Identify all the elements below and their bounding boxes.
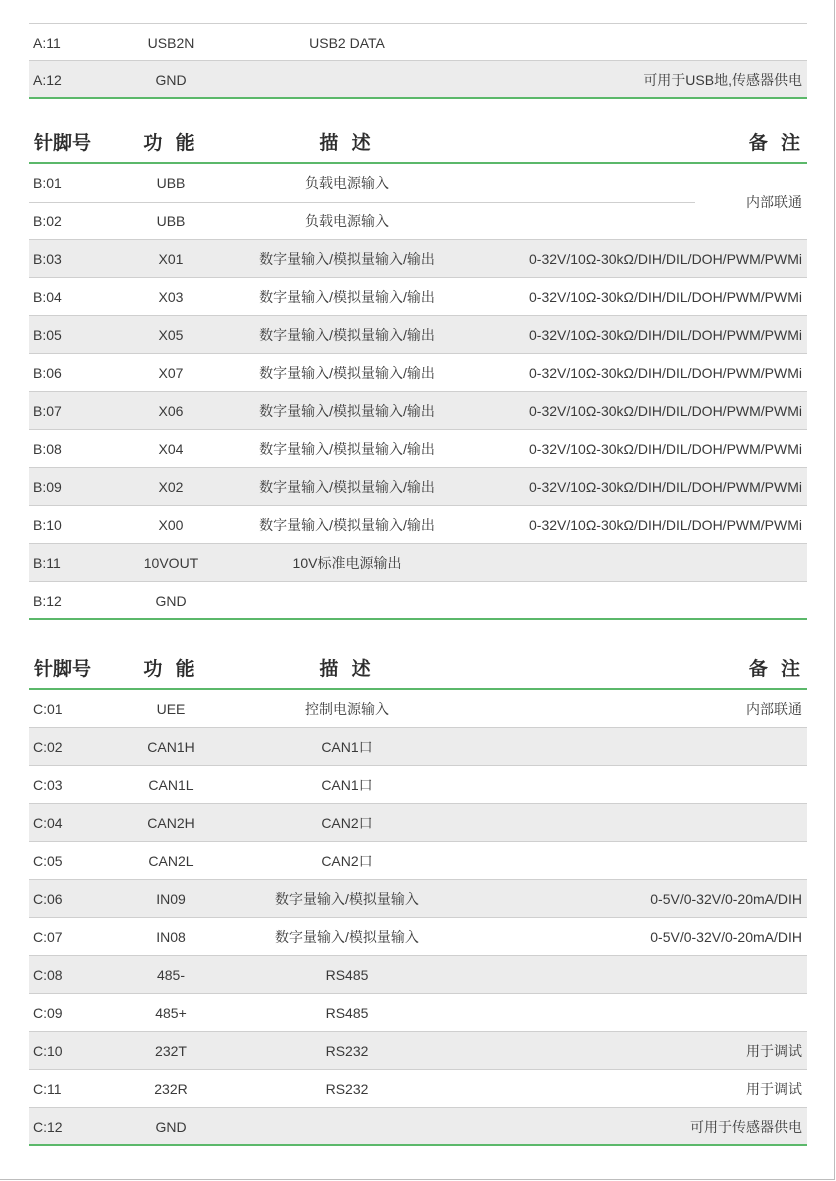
description-cell: RS232 — [325, 1081, 369, 1097]
pin-cell: C:03 — [33, 777, 63, 793]
description-cell: CAN2口 — [321, 853, 373, 869]
function-cell: GND — [155, 1119, 187, 1135]
function-cell: IN09 — [156, 891, 186, 907]
header-note: 备 注 — [748, 133, 804, 154]
description-cell: 数字量输入/模拟量输入/输出 — [259, 327, 435, 343]
function-cell: X04 — [158, 441, 184, 457]
note-cell: 0-32V/10Ω-30kΩ/DIH/DIL/DOH/PWM/PWMi — [529, 441, 802, 457]
note-cell: 0-32V/10Ω-30kΩ/DIH/DIL/DOH/PWM/PWMi — [529, 403, 802, 419]
note-cell: 可用于传感器供电 — [690, 1119, 802, 1135]
table-row — [29, 23, 807, 61]
table-row — [29, 164, 807, 202]
pin-cell: B:07 — [33, 403, 62, 419]
pin-cell: B:10 — [33, 517, 62, 533]
function-cell: CAN1L — [148, 777, 194, 793]
table-row — [29, 1032, 807, 1070]
description-cell: 数字量输入/模拟量输入 — [275, 891, 419, 907]
table-row — [29, 202, 807, 240]
function-cell: CAN1H — [147, 739, 195, 755]
description-cell: 数字量输入/模拟量输入 — [275, 929, 419, 945]
note-cell: 0-32V/10Ω-30kΩ/DIH/DIL/DOH/PWM/PWMi — [529, 479, 802, 495]
pin-cell: B:09 — [33, 479, 62, 495]
note-cell: 用于调试 — [746, 1081, 802, 1097]
table-row — [29, 316, 807, 354]
function-cell: 232R — [154, 1081, 188, 1097]
table-row — [29, 240, 807, 278]
pin-cell: C:05 — [33, 853, 63, 869]
pin-cell: C:02 — [33, 739, 63, 755]
pin-cell: B:06 — [33, 365, 62, 381]
pin-cell: B:12 — [33, 593, 62, 609]
description-cell: CAN2口 — [321, 815, 373, 831]
function-cell: UBB — [156, 175, 186, 191]
pin-cell: C:11 — [33, 1081, 62, 1097]
pin-cell: B:03 — [33, 251, 62, 267]
pin-table-c — [29, 650, 807, 1146]
note-cell: 0-5V/0-32V/0-20mA/DIH — [650, 891, 802, 907]
pin-cell: C:04 — [33, 815, 63, 831]
table-header — [29, 124, 807, 164]
note-cell: 0-5V/0-32V/0-20mA/DIH — [650, 929, 802, 945]
table-row — [29, 468, 807, 506]
description-cell: 负载电源输入 — [305, 213, 389, 229]
pin-cell: B:02 — [33, 213, 62, 229]
description-cell: 控制电源输入 — [305, 701, 389, 717]
pin-cell: C:09 — [33, 1005, 63, 1021]
description-cell: CAN1口 — [321, 777, 373, 793]
description-cell: 数字量输入/模拟量输入/输出 — [259, 365, 435, 381]
pin-cell: A:12 — [33, 72, 62, 88]
table-row — [29, 1108, 807, 1146]
pin-cell: A:11 — [33, 35, 61, 51]
table-row — [29, 842, 807, 880]
pin-table-a — [29, 23, 807, 99]
function-cell: X02 — [158, 479, 184, 495]
table-row — [29, 354, 807, 392]
pin-cell: B:04 — [33, 289, 62, 305]
table-row — [29, 690, 807, 728]
note-cell: 0-32V/10Ω-30kΩ/DIH/DIL/DOH/PWM/PWMi — [529, 289, 802, 305]
merged-rows-b — [29, 164, 807, 240]
function-cell: X07 — [158, 365, 184, 381]
table-row — [29, 880, 807, 918]
function-cell: 10VOUT — [143, 555, 199, 571]
pin-cell: C:06 — [33, 891, 63, 907]
note-cell: 0-32V/10Ω-30kΩ/DIH/DIL/DOH/PWM/PWMi — [529, 365, 802, 381]
description-cell: RS485 — [325, 967, 369, 983]
pin-cell: C:01 — [33, 701, 63, 717]
description-cell: RS485 — [325, 1005, 369, 1021]
note-cell: 可用于USB地,传感器供电 — [643, 72, 802, 88]
header-pin: 针脚号 — [34, 659, 92, 680]
description-cell: 数字量输入/模拟量输入/输出 — [259, 289, 435, 305]
function-cell: X01 — [158, 251, 184, 267]
description-cell: 10V标准电源输出 — [292, 555, 402, 571]
function-cell: CAN2H — [147, 815, 195, 831]
function-cell: X00 — [158, 517, 184, 533]
function-cell: X06 — [158, 403, 184, 419]
description-cell: USB2 DATA — [309, 35, 385, 51]
table-row — [29, 278, 807, 316]
table-row — [29, 728, 807, 766]
pin-cell: B:11 — [33, 555, 61, 571]
table-row — [29, 61, 807, 99]
function-cell: USB2N — [147, 35, 195, 51]
header-description: 描 述 — [319, 133, 375, 154]
description-cell: 数字量输入/模拟量输入/输出 — [259, 441, 435, 457]
table-row — [29, 506, 807, 544]
pin-cell: C:12 — [33, 1119, 63, 1135]
pin-cell: C:08 — [33, 967, 63, 983]
function-cell: 485- — [156, 967, 186, 983]
function-cell: 485+ — [155, 1005, 187, 1021]
function-cell: 232T — [155, 1043, 187, 1059]
pin-cell: B:08 — [33, 441, 62, 457]
table-header — [29, 650, 807, 690]
header-note: 备 注 — [748, 659, 804, 680]
pin-cell: C:07 — [33, 929, 63, 945]
note-cell: 0-32V/10Ω-30kΩ/DIH/DIL/DOH/PWM/PWMi — [529, 251, 802, 267]
header-function: 功 能 — [143, 133, 199, 154]
function-cell: X05 — [158, 327, 184, 343]
table-row — [29, 766, 807, 804]
description-cell: CAN1口 — [321, 739, 373, 755]
header-function: 功 能 — [143, 659, 199, 680]
note-cell: 内部联通 — [746, 701, 802, 717]
header-pin: 针脚号 — [34, 133, 92, 154]
function-cell: X03 — [158, 289, 184, 305]
function-cell: UBB — [156, 213, 186, 229]
function-cell: IN08 — [156, 929, 186, 945]
description-cell: RS232 — [325, 1043, 369, 1059]
table-row — [29, 1070, 807, 1108]
function-cell: CAN2L — [148, 853, 194, 869]
merged-note-cell: 内部联通 — [746, 194, 802, 210]
description-cell: 数字量输入/模拟量输入/输出 — [259, 403, 435, 419]
table-row — [29, 544, 807, 582]
table-row — [29, 918, 807, 956]
note-cell: 0-32V/10Ω-30kΩ/DIH/DIL/DOH/PWM/PWMi — [529, 327, 802, 343]
description-cell: 数字量输入/模拟量输入/输出 — [259, 517, 435, 533]
pin-table-b — [29, 124, 807, 620]
note-cell: 0-32V/10Ω-30kΩ/DIH/DIL/DOH/PWM/PWMi — [529, 517, 802, 533]
description-cell: 数字量输入/模拟量输入/输出 — [259, 479, 435, 495]
function-cell: GND — [155, 593, 187, 609]
pin-cell: B:05 — [33, 327, 62, 343]
description-cell: 负载电源输入 — [305, 175, 389, 191]
header-description: 描 述 — [319, 659, 375, 680]
pin-cell: B:01 — [33, 175, 62, 191]
table-row — [29, 804, 807, 842]
table-row — [29, 994, 807, 1032]
note-cell: 用于调试 — [746, 1043, 802, 1059]
function-cell: GND — [155, 72, 187, 88]
pin-cell: C:10 — [33, 1043, 63, 1059]
table-row — [29, 956, 807, 994]
table-row — [29, 582, 807, 620]
table-row — [29, 430, 807, 468]
table-row — [29, 392, 807, 430]
description-cell: 数字量输入/模拟量输入/输出 — [259, 251, 435, 267]
function-cell: UEE — [156, 701, 186, 717]
